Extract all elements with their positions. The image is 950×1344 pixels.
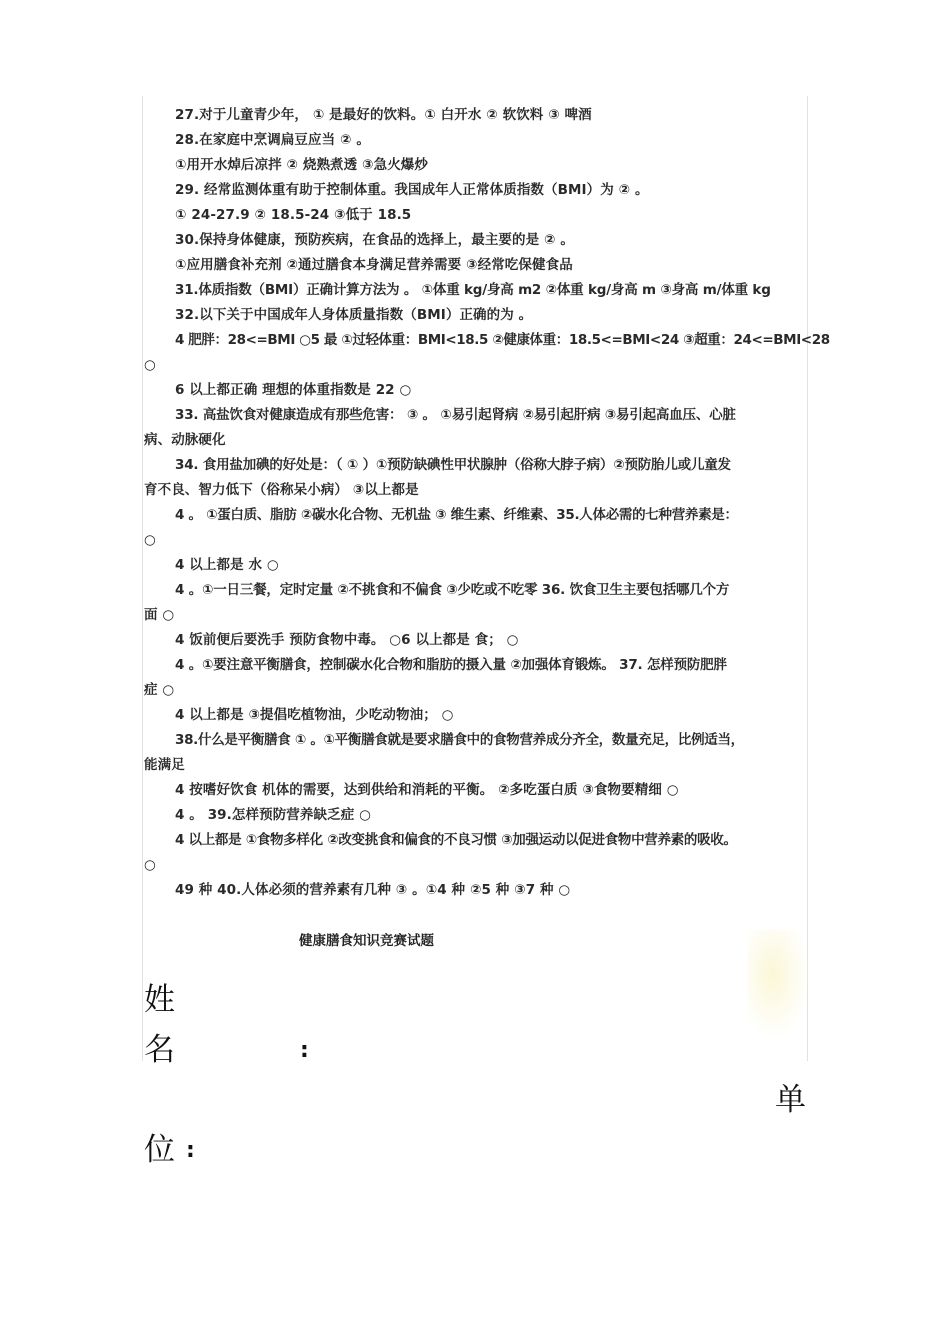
name-label-colon: :: [300, 1038, 309, 1063]
text-line: 4 以上都是 ①食物多样化 ②改变挑食和偏食的不良习惯 ③加强运动以促进食物中营养素的吸收。: [175, 832, 737, 848]
text-line: ○: [144, 357, 156, 373]
text-line: 4 肥胖：28<=BMI ○5 最 ①过轻体重：BMI<18.5 ②健康体重：18.5<=BMI<24 ③超重：24<=BMI<28: [175, 332, 830, 348]
text-line: 28.在家庭中烹调扁豆应当 ② 。: [175, 132, 370, 148]
text-line: 6 以上都正确 理想的体重指数是 22 ○: [175, 382, 412, 398]
text-line: 31.体质指数（BMI）正确计算方法为 。 ①体重 kg/身高 m2 ②体重 kg/身高 m ③身高 m/体重 kg: [175, 282, 771, 298]
unit-label-char-1: 单: [775, 1082, 806, 1118]
text-line: 27.对于儿童青少年， ① 是最好的饮料。① 白开水 ② 软饮料 ③ 啤酒: [175, 107, 592, 123]
text-line: 4 。①要注意平衡膳食，控制碳水化合物和脂肪的摄入量 ②加强体育锻炼。 37. 怎样预防肥胖: [175, 657, 727, 673]
text-line: 4 按嗜好饮食 机体的需要，达到供给和消耗的平衡。 ②多吃蛋白质 ③食物要精细 ○: [175, 782, 679, 798]
text-line: 育不良、智力低下（俗称呆小病） ③以上都是: [144, 482, 419, 498]
name-label-char-1: 姓: [144, 982, 175, 1018]
text-line: ①用开水焯后凉拌 ② 烧熟煮透 ③急火爆炒: [175, 157, 428, 173]
text-line: 32.以下关于中国成年人身体质量指数（BMI）正确的为 。: [175, 307, 533, 323]
text-line: 症 ○: [144, 682, 175, 698]
page-border-right: [807, 96, 808, 1061]
unit-label-char-2: 位: [144, 1132, 175, 1168]
text-line: 38.什么是平衡膳食 ① 。①平衡膳食就是要求膳食中的食物营养成分齐全，数量充足，比例适当，: [175, 732, 744, 748]
text-line: 病、动脉硬化: [144, 432, 226, 448]
text-line: 4 以上都是 ③提倡吃植物油，少吃动物油； ○: [175, 707, 454, 723]
text-line: 4 。 ①蛋白质、脂肪 ②碳水化合物、无机盐 ③ 维生素、纤维素、35.人体必需的七种营养素是：: [175, 507, 738, 523]
unit-label-colon: :: [186, 1138, 195, 1163]
text-line: ①应用膳食补充剂 ②通过膳食本身满足营养需要 ③经常吃保健食品: [175, 257, 573, 273]
text-line: 30.保持身体健康，预防疾病，在食品的选择上，最主要的是 ② 。: [175, 232, 574, 248]
text-line: 33. 高盐饮食对健康造成有那些危害： ③ 。 ①易引起肾病 ②易引起肝病 ③易引起高血压、心脏: [175, 407, 736, 423]
text-line: 能满足: [144, 757, 185, 773]
text-line: 面 ○: [144, 607, 175, 623]
text-line: 4 饭前便后要洗手 预防食物中毒。 ○6 以上都是 食； ○: [175, 632, 519, 648]
text-line: 29. 经常监测体重有助于控制体重。我国成年人正常体质指数（BMI）为 ② 。: [175, 182, 649, 198]
quiz-title: 健康膳食知识竞赛试题: [299, 933, 434, 949]
text-line: 34. 食用盐加碘的好处是：（ ① ）①预防缺碘性甲状腺肿（俗称大脖子病）②预防胎儿或儿童发: [175, 457, 731, 473]
text-line: ① 24-27.9 ② 18.5-24 ③低于 18.5: [175, 207, 412, 223]
name-label-char-2: 名: [144, 1032, 175, 1068]
text-line: 4 以上都是 水 ○: [175, 557, 279, 573]
text-line: ○: [144, 532, 156, 548]
text-line: 49 种 40.人体必须的营养素有几种 ③ 。①4 种 ②5 种 ③7 种 ○: [175, 882, 571, 898]
paper-stain: [748, 930, 810, 1040]
text-line: 4 。 39.怎样预防营养缺乏症 ○: [175, 807, 371, 823]
page-border-left: [142, 96, 143, 1061]
text-line: 4 。①一日三餐，定时定量 ②不挑食和不偏食 ③少吃或不吃零 36. 饮食卫生主要包括哪几个方: [175, 582, 730, 598]
text-line: ○: [144, 857, 156, 873]
